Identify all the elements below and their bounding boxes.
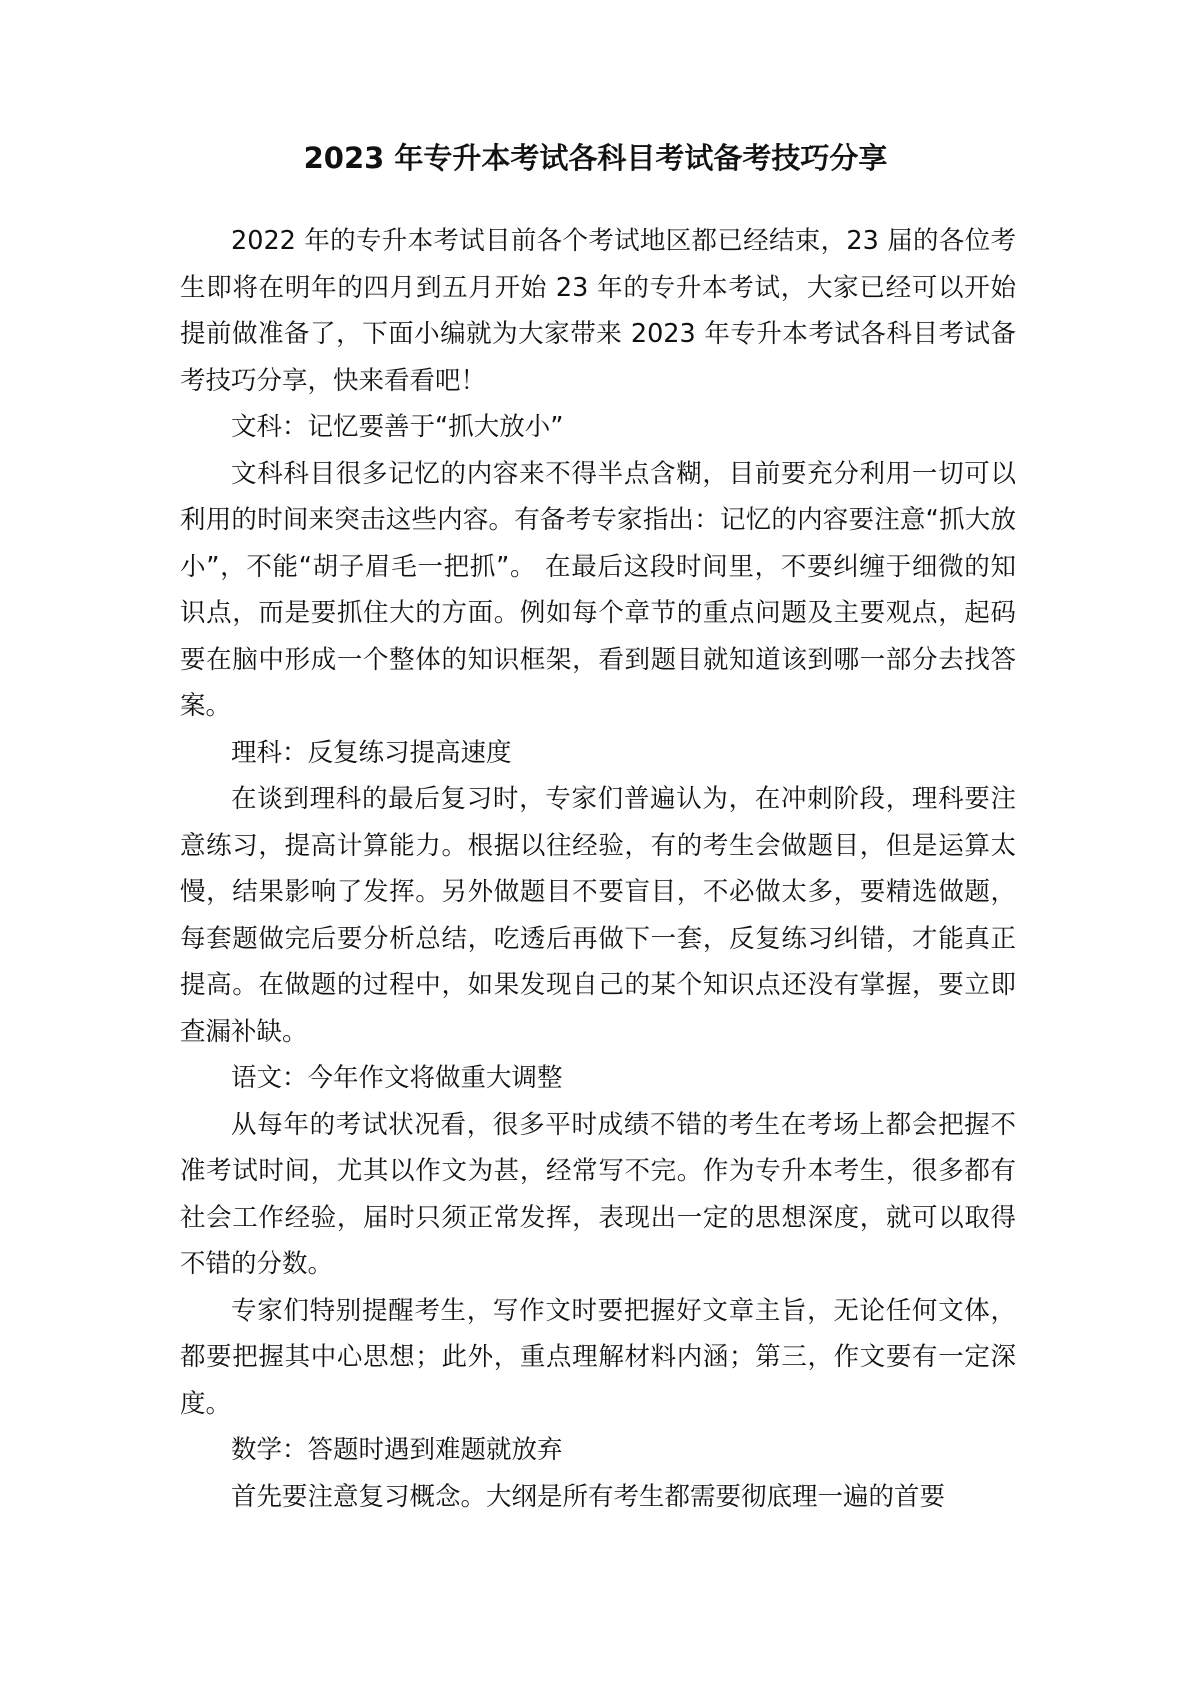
liberal-arts-paragraph: 文科科目很多记忆的内容来不得半点含糊，目前要充分利用一切可以利用的时间来突击这些内容。有备考专家指出：记忆的内容要注意“抓大放小”，不能“胡子眉毛一把抓”。 在最后这段时间里，不要纠缠于细微的知识点，而是要抓住大的方面。例如每个章节的重点问题及主要观点，起码要在脑中形成一个整体的知识框架，看到题目就知道该到哪一部分去找答案。 [180,458,1016,721]
chinese-paragraph-1: 从每年的考试状况看，很多平时成绩不错的考生在考场上都会把握不准考试时间，尤其以作文为甚，经常写不完。作为专升本考生，很多都有社会工作经验，届时只须正常发挥，表现出一定的思想深度，就可以取得不错的分数。 [180,1109,1016,1279]
math-paragraph: 首先要注意复习概念。大纲是所有考生都需要彻底理一遍的首要 [231,1481,946,1512]
science-paragraph: 在谈到理科的最后复习时，专家们普遍认为，在冲刺阶段，理科要注意练习，提高计算能力。根据以往经验，有的考生会做题目，但是运算太慢，结果影响了发挥。另外做题目不要盲目，不必做太多，要精选做题，每套题做完后要分析总结，吃透后再做下一套，反复练习纠错，才能真正提高。在做题的过程中，如果发现自己的某个知识点还没有掌握，要立即查漏补缺。 [180,784,1016,1047]
intro-paragraph: 2022 年的专升本考试目前各个考试地区都已经结束，23 届的各位考生即将在明年的四月到五月开始 23 年的专升本考试，大家已经可以开始提前做准备了，下面小编就为大家带来 2023 年专升本考试各科目考试备考技巧分享，快来看看吧！ [180,226,1016,396]
document-body [180,218,1016,1520]
section-heading-liberal-arts: 文科：记忆要善于“抓大放小” [231,412,564,442]
section-heading-science: 理科：反复练习提高速度 [231,737,512,768]
document-title: 2023 年专升本考试各科目考试备考技巧分享 [303,141,888,175]
section-heading-math: 数学：答题时遇到难题就放弃 [231,1435,563,1465]
chinese-paragraph-2: 专家们特别提醒考生，写作文时要把握好文章主旨，无论任何文体，都要把握其中心思想；此外，重点理解材料内涵；第三，作文要有一定深度。 [180,1295,1016,1419]
section-heading-chinese: 语文：今年作文将做重大调整 [231,1063,563,1093]
